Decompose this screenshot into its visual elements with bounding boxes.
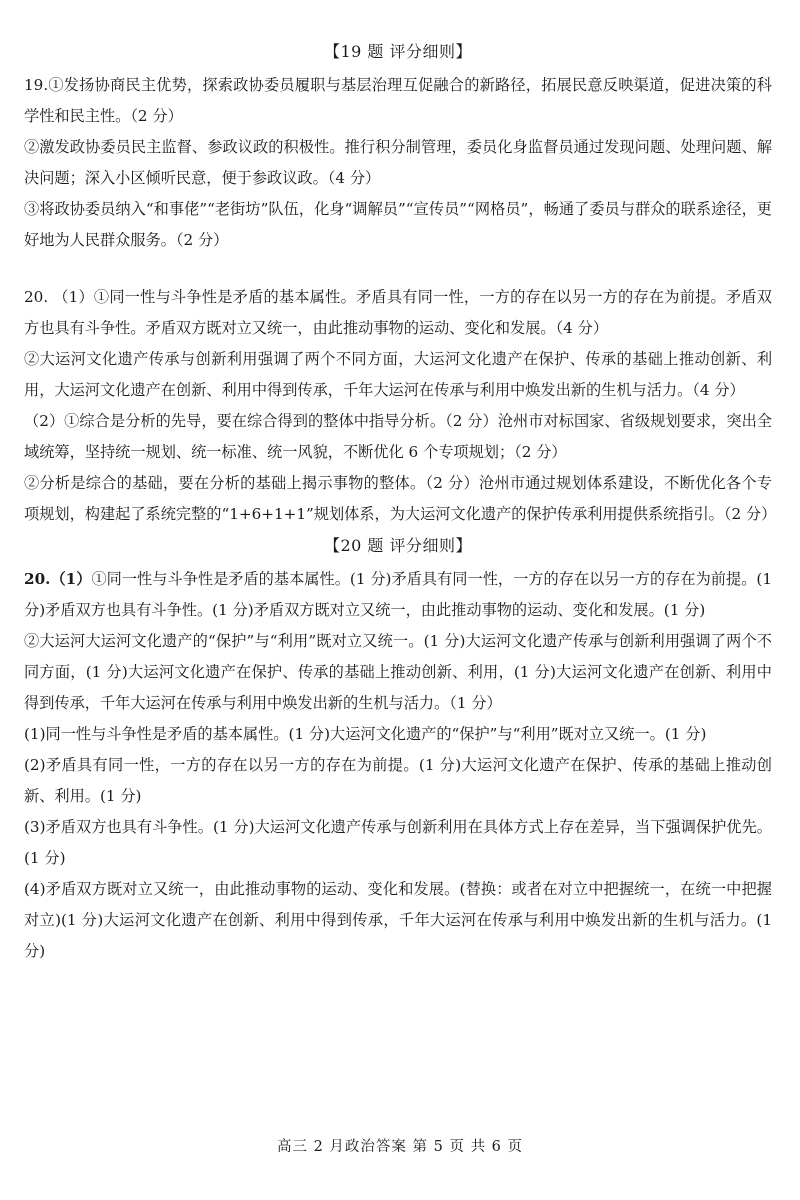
q20-rubric-point-1-text: ①同一性与斗争性是矛盾的基本属性。(1 分)矛盾具有同一性，一方的存在以另一方的存在为前提。(1 分)矛盾双方也具有斗争性。(1 分)矛盾双方既对立又统一，由此推动事物的运动、变化和发展。(1 分) [24, 570, 772, 619]
q19-point-3: ③将政协委员纳入“和事佬”“老街坊”队伍，化身“调解员”“宣传员”“网格员”，畅通了委员与群众的联系途径，更好地为人民群众服务。（2 分） [24, 200, 772, 249]
q20-rubric-heading: 【20 题 评分细则】 [323, 536, 473, 555]
section-spacer [24, 256, 772, 282]
q19-point-1: 19.①发扬协商民主优势，探索政协委员履职与基层治理互促融合的新路径，拓展民意反映渠道，促进决策的科学性和民主性。（2 分） [24, 76, 772, 125]
q20-answer-part1-point1: 20. （1）①同一性与斗争性是矛盾的基本属性。矛盾具有同一性，一方的存在以另一方的存在为前提。矛盾双方也具有斗争性。矛盾双方既对立又统一，由此推动事物的运动、变化和发展。（4 分） [24, 288, 772, 337]
q20-rubric-lead: 20.（1） [24, 570, 92, 588]
page-footer: 高三 2 月政治答案 第 5 页 共 6 页 [276, 1139, 524, 1155]
q20-rubric-point-1 [24, 564, 772, 626]
q19-point-2: ②激发政协委员民主监督、参政议政的积极性。推行积分制管理，委员化身监督员通过发现问题、处理问题、解决问题；深入小区倾听民意，便于参政议政。（4 分） [24, 138, 772, 187]
q20-answer-part1-point2: ②大运河文化遗产传承与创新利用强调了两个不同方面，大运河文化遗产在保护、传承的基础上推动创新、利用，大运河文化遗产在创新、利用中得到传承，千年大运河在传承与利用中焕发出新的生机与活力。（4 分） [24, 350, 772, 399]
q20-answer-part2-point2: ②分析是综合的基础，要在分析的基础上揭示事物的整体。（2 分）沧州市通过规划体系建设，不断优化各个专项规划，构建起了系统完整的“1+6+1+1”规划体系，为大运河文化遗产的保护传承利用提供系统指引。（2 分） [24, 474, 777, 523]
q20-rubric-point-2: ②大运河大运河文化遗产的“保护”与“利用”既对立又统一。(1 分)大运河文化遗产传承与创新利用强调了两个不同方面，(1 分)大运河文化遗产在保护、传承的基础上推动创新、利用，(1 分)大运河文化遗产在创新、利用中得到传承，千年大运河在传承与利用中焕发出新的生机与活力。（1 分） [24, 632, 772, 712]
q20-rubric-alt-4: (4)矛盾双方既对立又统一，由此推动事物的运动、变化和发展。(替换：或者在对立中把握统一，在统一中把握对立)(1 分)大运河文化遗产在创新、利用中得到传承，千年大运河在传承与利用中焕发出新的生机与活力。(1 分) [24, 880, 772, 960]
q20-rubric-alt-1: (1)同一性与斗争性是矛盾的基本属性。(1 分)大运河文化遗产的“保护”与“利用”既对立又统一。(1 分) [24, 725, 707, 743]
q20-answer-part2-point1: （2）①综合是分析的先导，要在综合得到的整体中指导分析。（2 分）沧州市对标国家、省级规划要求，突出全域统筹，坚持统一规划、统一标准、统一风貌，不断优化 6 个专项规划；（2 分） [24, 412, 772, 461]
q20-rubric-alt-3: (3)矛盾双方也具有斗争性。(1 分)大运河文化遗产传承与创新利用在具体方式上存在差异，当下强调保护优先。(1 分) [24, 818, 772, 867]
q20-rubric-alt-2: (2)矛盾具有同一性，一方的存在以另一方的存在为前提。(1 分)大运河文化遗产在保护、传承的基础上推动创新、利用。(1 分) [24, 756, 772, 805]
q19-rubric-heading: 【19 题 评分细则】 [323, 42, 473, 61]
